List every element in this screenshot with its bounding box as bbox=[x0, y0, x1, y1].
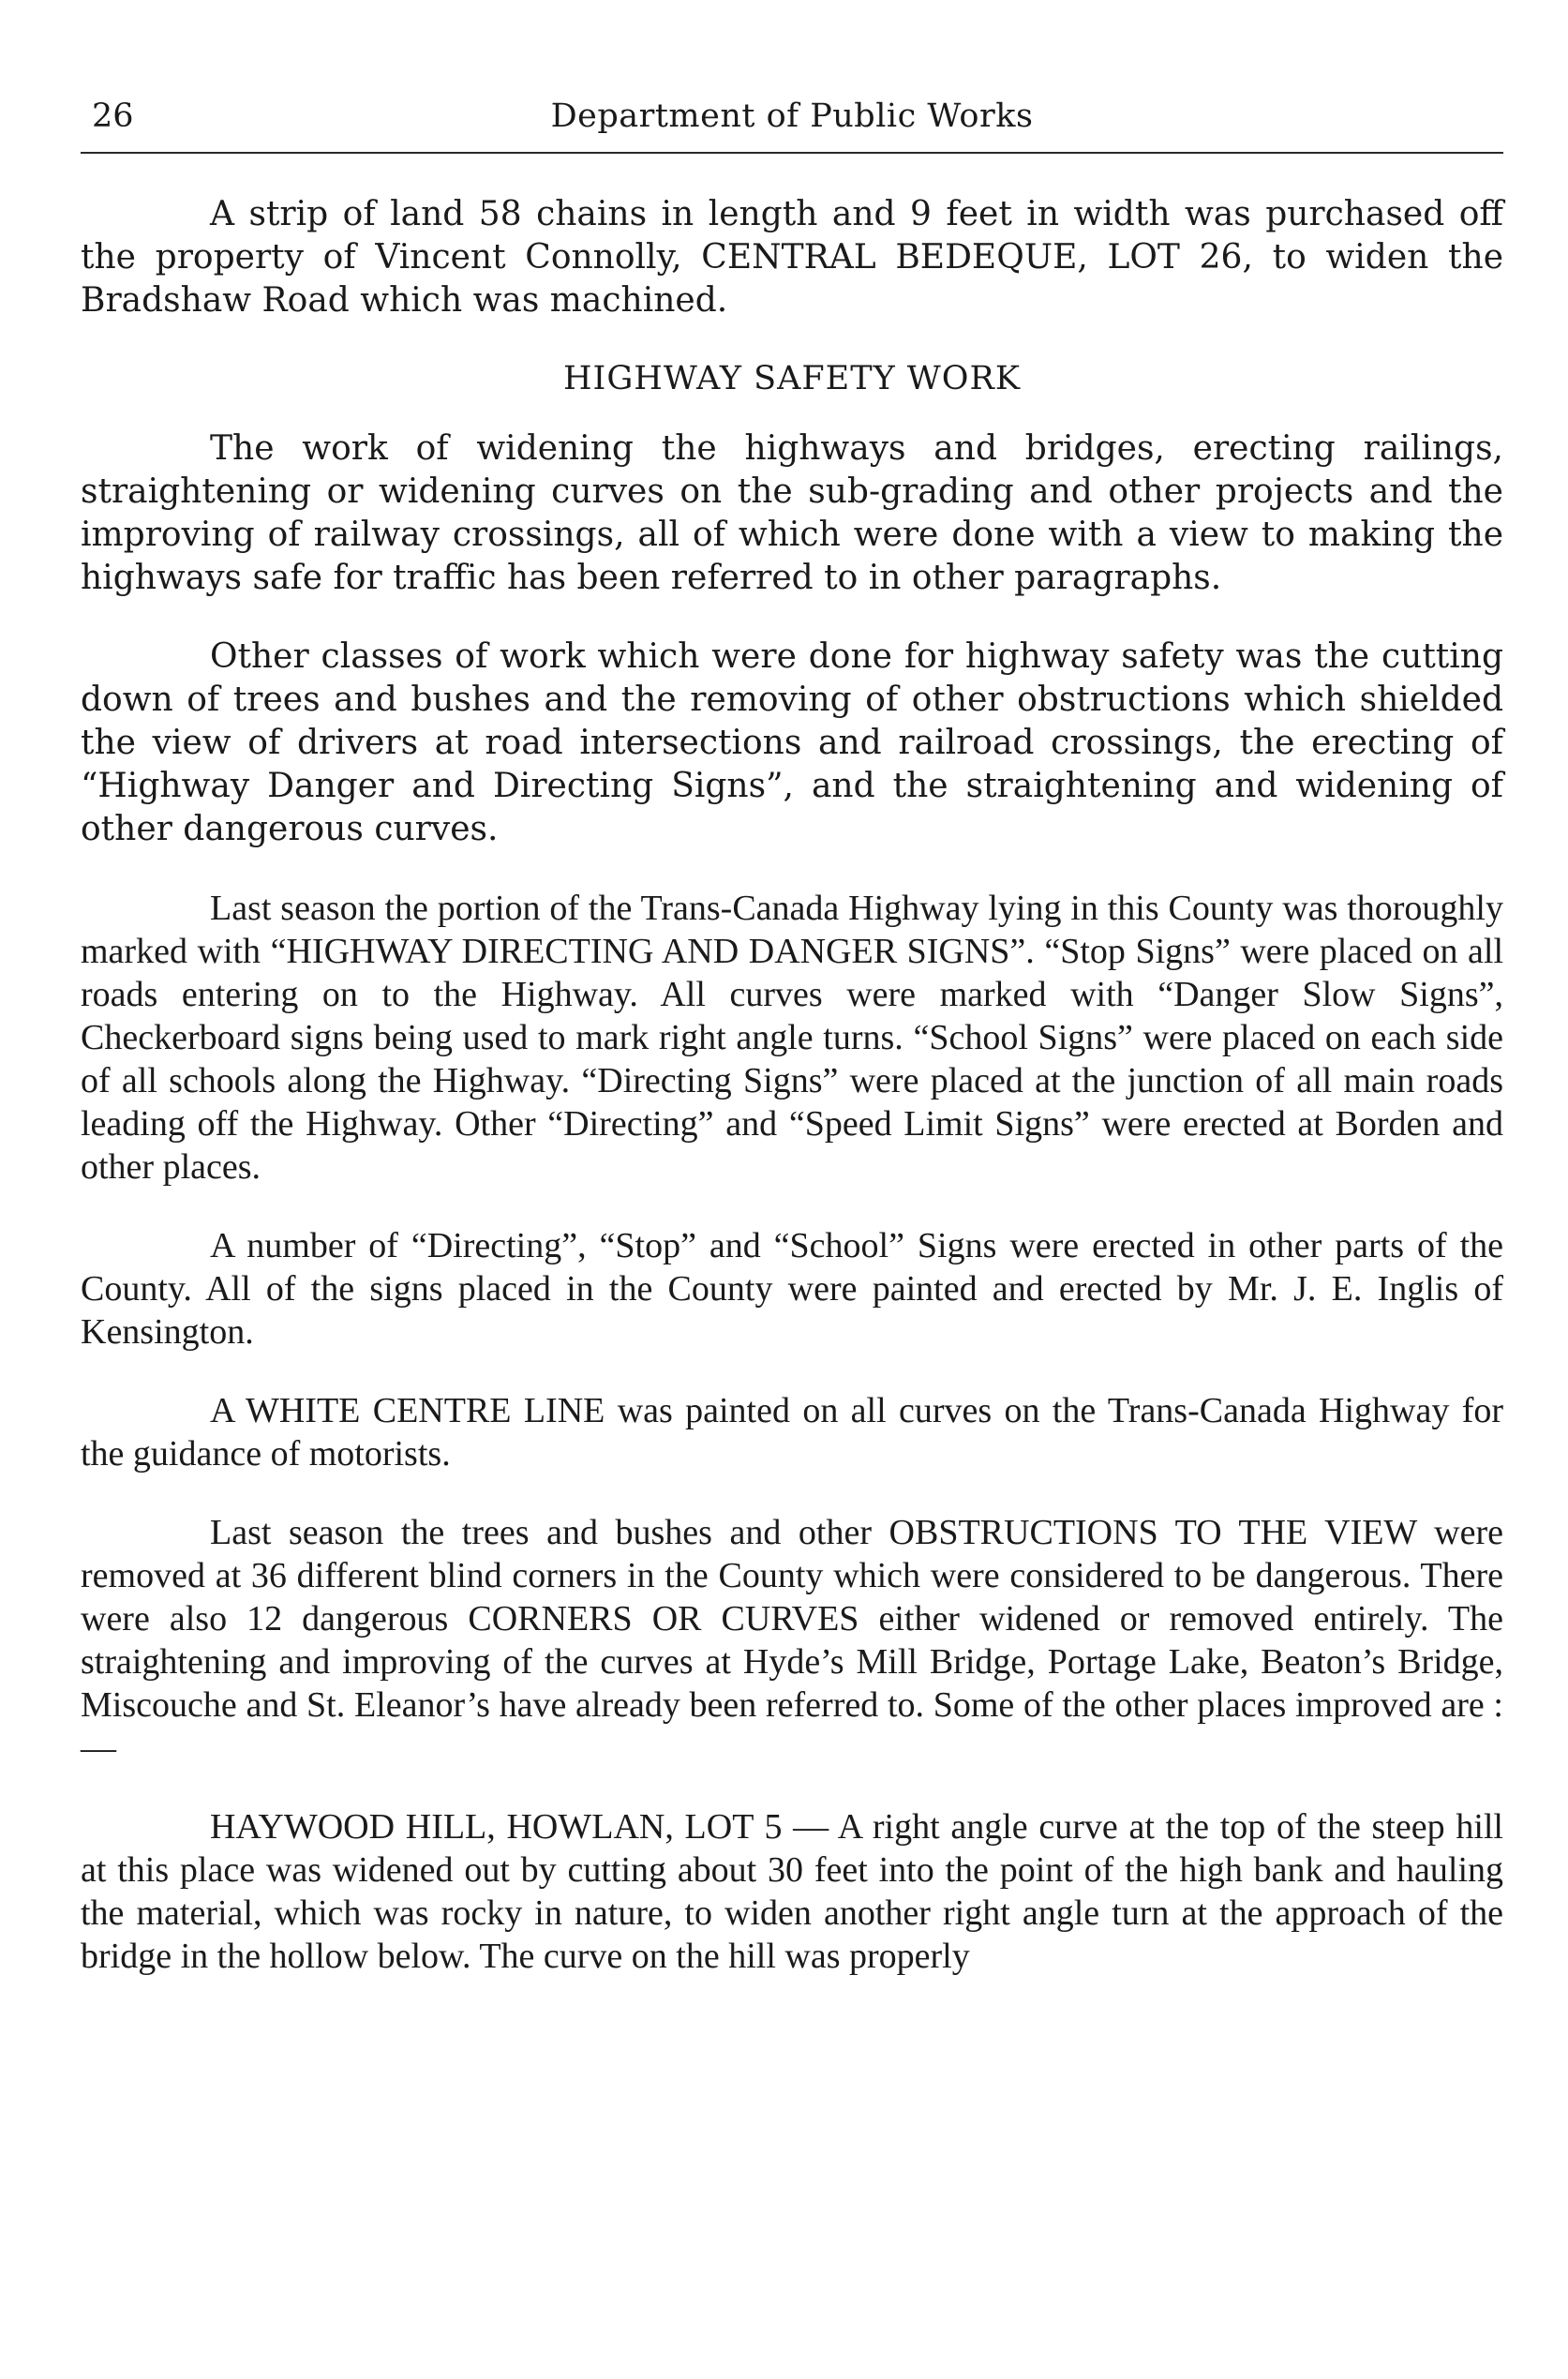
page-number: 26 bbox=[92, 97, 134, 135]
header-title: Department of Public Works bbox=[550, 97, 1034, 135]
document-page bbox=[81, 90, 1503, 2013]
section-heading: HIGHWAY SAFETY WORK bbox=[563, 360, 1021, 397]
paragraph-obstructions: Last season the trees and bushes and other OBSTRUCTIONS TO THE VIEW were removed at 36 different blind corners in the County which were considered to be dangerous. There were also 12 dangerous CORNERS OR CURVES either widened or removed entirely. The straightening and improving of the curves at Hyde’s Mill Bridge, Portage Lake, Beaton’s Bridge, Miscouche and St. Eleanor’s have already been referred to. Some of the other places improved are : — bbox=[81, 1513, 1503, 1768]
paragraph-widening-work: The work of widening the highways and bridges, erecting railings, straightening or widening curves on the sub-grading and other projects and the improving of railway crossings, all of which were done with a view to making the highways safe for traffic has been referred to in other paragraphs. bbox=[81, 429, 1503, 597]
paragraph-white-centre-line: A WHITE CENTRE LINE was painted on all curves on the Trans-Canada Highway for the guidance of motorists. bbox=[81, 1391, 1503, 1474]
paragraph-haywood-hill: HAYWOOD HILL, HOWLAN, LOT 5 — A right angle curve at the top of the steep hill at this place was widened out by cutting about 30 feet into the point of the high bank and hauling the material, which was rocky in nature, to widen another right angle turn at the approach of the bridge in the hollow below. The curve on the hill was properly bbox=[81, 1807, 1503, 1976]
running-header bbox=[81, 90, 1503, 146]
paragraph-signs-erected: A number of “Directing”, “Stop” and “School” Signs were erected in other parts of the County. All of the signs placed in the County were painted and erected by Mr. J. E. Inglis of Kensington. bbox=[81, 1226, 1503, 1352]
paragraph-land-purchase: A strip of land 58 chains in length and 9 feet in width was purchased off the property of Vincent Connolly, CENTRAL BEDEQUE, LOT 26, to widen the Bradshaw Road which was machined. bbox=[81, 195, 1503, 320]
header-rule bbox=[81, 152, 1503, 154]
paragraph-trans-canada-signs: Last season the portion of the Trans-Canada Highway lying in this County was thoroughly marked with “HIGHWAY DIRECTING AND DANGER SIGNS”. “Stop Signs” were placed on all roads entering on to the Highway. All curves were marked with “Danger Slow Signs”, Checkerboard signs being used to mark right angle turns. “School Signs” were placed on each side of all schools along the Highway. “Directing Signs” were placed at the junction of all main roads leading off the Highway. Other “Directing” and “Speed Limit Signs” were erected at Borden and other places. bbox=[81, 889, 1503, 1187]
paragraph-other-classes: Other classes of work which were done for highway safety was the cutting down of trees and bushes and the removing of other obstructions which shielded the view of drivers at road intersections and railroad crossings, the erecting of “Highway Danger and Directing Signs”, and the straightening and widening of other dangerous curves. bbox=[81, 637, 1503, 848]
